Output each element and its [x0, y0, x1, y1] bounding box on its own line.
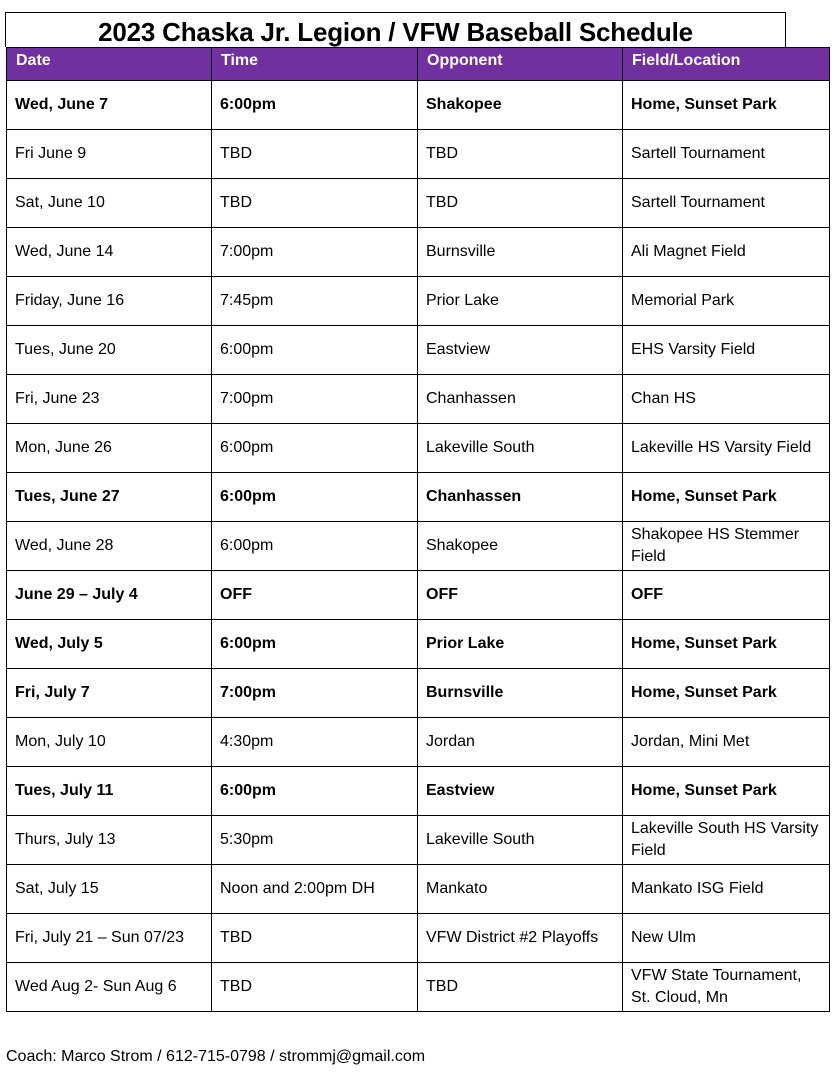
- coach-contact: Coach: Marco Strom / 612-715-0798 / strommj@gmail.com: [6, 1048, 426, 1065]
- table-row: [7, 816, 830, 865]
- cell-date: Wed, July 5: [7, 620, 212, 669]
- title-box: [5, 12, 786, 47]
- cell-time: 7:00pm: [212, 228, 418, 277]
- table-row: [7, 914, 830, 963]
- cell-time: OFF: [212, 571, 418, 620]
- cell-opponent: TBD: [418, 179, 623, 228]
- cell-opponent: TBD: [418, 963, 623, 1012]
- cell-time: 6:00pm: [212, 767, 418, 816]
- cell-date: June 29 – July 4: [7, 571, 212, 620]
- cell-time: TBD: [212, 179, 418, 228]
- cell-date: Wed, June 28: [7, 522, 212, 571]
- schedule-table: [6, 47, 830, 1012]
- cell-opponent: Prior Lake: [418, 620, 623, 669]
- table-row: [7, 571, 830, 620]
- table-row: [7, 718, 830, 767]
- cell-time: 7:00pm: [212, 375, 418, 424]
- cell-time: 7:00pm: [212, 669, 418, 718]
- cell-time: 6:00pm: [212, 473, 418, 522]
- cell-location: Mankato ISG Field: [623, 865, 830, 914]
- cell-date: Sat, June 10: [7, 179, 212, 228]
- header-time: Time: [212, 48, 418, 81]
- table-row: [7, 228, 830, 277]
- cell-date: Mon, July 10: [7, 718, 212, 767]
- cell-opponent: Lakeville South: [418, 424, 623, 473]
- cell-time: TBD: [212, 130, 418, 179]
- cell-date: Tues, June 27: [7, 473, 212, 522]
- cell-location: Jordan, Mini Met: [623, 718, 830, 767]
- table-row: [7, 865, 830, 914]
- cell-time: 5:30pm: [212, 816, 418, 865]
- cell-date: Wed, June 7: [7, 81, 212, 130]
- table-row: [7, 620, 830, 669]
- header-location: Field/Location: [623, 48, 830, 81]
- cell-location: Home, Sunset Park: [623, 473, 830, 522]
- cell-date: Fri, June 23: [7, 375, 212, 424]
- cell-location: Home, Sunset Park: [623, 669, 830, 718]
- table-row: [7, 767, 830, 816]
- cell-date: Friday, June 16: [7, 277, 212, 326]
- cell-date: Wed Aug 2- Sun Aug 6: [7, 963, 212, 1012]
- table-row: [7, 963, 830, 1012]
- cell-time: 7:45pm: [212, 277, 418, 326]
- cell-time: Noon and 2:00pm DH: [212, 865, 418, 914]
- cell-time: 6:00pm: [212, 424, 418, 473]
- table-row: [7, 669, 830, 718]
- cell-location: VFW State Tournament, St. Cloud, Mn: [623, 963, 830, 1012]
- cell-opponent: Eastview: [418, 767, 623, 816]
- cell-date: Sat, July 15: [7, 865, 212, 914]
- cell-opponent: TBD: [418, 130, 623, 179]
- page-title: 2023 Chaska Jr. Legion / VFW Baseball Schedule: [98, 17, 693, 47]
- cell-opponent: Shakopee: [418, 522, 623, 571]
- cell-location: Memorial Park: [623, 277, 830, 326]
- cell-date: Fri June 9: [7, 130, 212, 179]
- cell-time: 6:00pm: [212, 522, 418, 571]
- table-row: [7, 375, 830, 424]
- cell-time: 6:00pm: [212, 81, 418, 130]
- cell-location: Ali Magnet Field: [623, 228, 830, 277]
- cell-opponent: Eastview: [418, 326, 623, 375]
- cell-opponent: Mankato: [418, 865, 623, 914]
- cell-time: 6:00pm: [212, 326, 418, 375]
- cell-location: EHS Varsity Field: [623, 326, 830, 375]
- cell-location: Home, Sunset Park: [623, 81, 830, 130]
- cell-opponent: Burnsville: [418, 669, 623, 718]
- cell-opponent: Chanhassen: [418, 375, 623, 424]
- cell-time: 6:00pm: [212, 620, 418, 669]
- cell-location: Home, Sunset Park: [623, 767, 830, 816]
- cell-date: Fri, July 21 – Sun 07/23: [7, 914, 212, 963]
- header-opponent: Opponent: [418, 48, 623, 81]
- cell-date: Fri, July 7: [7, 669, 212, 718]
- table-row: [7, 130, 830, 179]
- cell-date: Wed, June 14: [7, 228, 212, 277]
- table-row: [7, 522, 830, 571]
- cell-date: Tues, June 20: [7, 326, 212, 375]
- cell-location: New Ulm: [623, 914, 830, 963]
- cell-opponent: Burnsville: [418, 228, 623, 277]
- cell-opponent: Shakopee: [418, 81, 623, 130]
- cell-date: Thurs, July 13: [7, 816, 212, 865]
- cell-time: TBD: [212, 963, 418, 1012]
- cell-location: Lakeville HS Varsity Field: [623, 424, 830, 473]
- header-row: [7, 48, 830, 81]
- cell-location: Sartell Tournament: [623, 130, 830, 179]
- table-row: [7, 179, 830, 228]
- table-row: [7, 277, 830, 326]
- cell-time: 4:30pm: [212, 718, 418, 767]
- cell-location: OFF: [623, 571, 830, 620]
- cell-opponent: Prior Lake: [418, 277, 623, 326]
- cell-location: Home, Sunset Park: [623, 620, 830, 669]
- cell-opponent: Jordan: [418, 718, 623, 767]
- cell-opponent: VFW District #2 Playoffs: [418, 914, 623, 963]
- cell-opponent: OFF: [418, 571, 623, 620]
- table-row: [7, 424, 830, 473]
- cell-opponent: Lakeville South: [418, 816, 623, 865]
- cell-location: Lakeville South HS Varsity Field: [623, 816, 830, 865]
- cell-opponent: Chanhassen: [418, 473, 623, 522]
- table-row: [7, 473, 830, 522]
- cell-location: Shakopee HS Stemmer Field: [623, 522, 830, 571]
- cell-location: Sartell Tournament: [623, 179, 830, 228]
- cell-date: Mon, June 26: [7, 424, 212, 473]
- cell-location: Chan HS: [623, 375, 830, 424]
- cell-time: TBD: [212, 914, 418, 963]
- header-date: Date: [7, 48, 212, 81]
- cell-date: Tues, July 11: [7, 767, 212, 816]
- table-row: [7, 326, 830, 375]
- table-row: [7, 81, 830, 130]
